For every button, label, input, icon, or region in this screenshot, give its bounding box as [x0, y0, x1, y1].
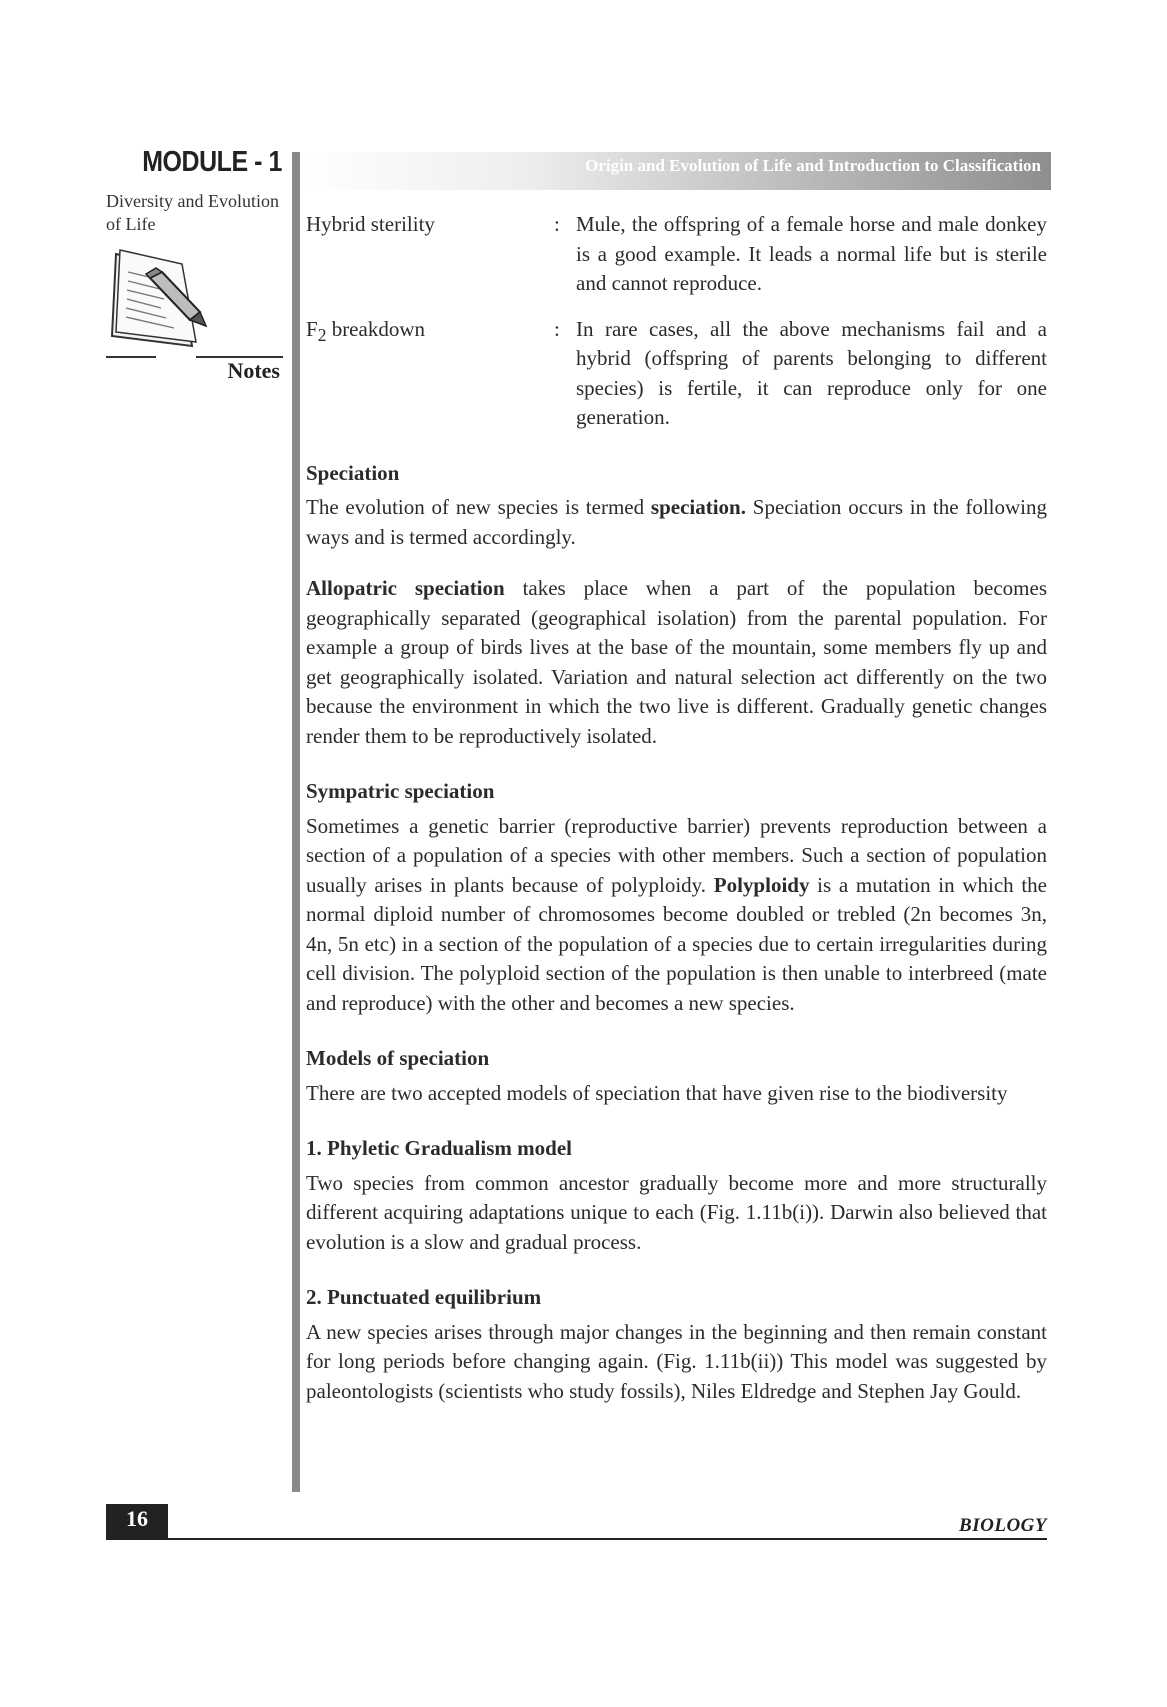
models-paragraph: There are two accepted models of speciation that have given rise to the biodiversity	[306, 1080, 1008, 1105]
main-content	[306, 210, 1047, 1406]
text-run: is a mutation in which the normal diploid number of chromosomes become doubled or trebled (2n becomes 3n, 4n, 5n etc) in a section of the population of a species due to certain irregularities during cell division. The polyploid section of the population is then unable to interbreed (mate and reproduce) with the other and becomes a new species.	[306, 872, 1048, 1015]
definition-colon: :	[554, 316, 560, 341]
module-title: MODULE - 1	[142, 146, 282, 178]
speciation-paragraph	[306, 493, 1047, 552]
sympatric-paragraph	[306, 812, 1047, 1019]
term-subscript: 2	[317, 324, 327, 345]
content-margin-bar	[292, 152, 300, 1492]
definition-term	[306, 315, 554, 433]
bold-term: Polyploidy	[713, 872, 810, 897]
phyletic-heading: 1. Phyletic Gradualism model	[306, 1136, 572, 1160]
phyletic-paragraph: Two species from common ancestor gradually become more and more structurally different acquiring adaptations unique to each (Fig. 1.11b(i)). Darwin also believed that evolution is a slow and gradual process.	[306, 1170, 1047, 1254]
definition-term: Hybrid sterility	[306, 212, 435, 236]
definition-row	[306, 210, 1047, 299]
definition-text: Mule, the offspring of a female horse and male donkey is a good example. It leads a normal life but is sterile and cannot reproduce.	[576, 212, 1047, 295]
module-subtitle: Diversity and Evolution of Life	[106, 191, 279, 234]
definition-colon: :	[554, 212, 560, 236]
bold-term: speciation.	[650, 495, 746, 519]
text-run: The evolution of new species is termed	[306, 495, 651, 519]
sympatric-heading: Sympatric speciation	[306, 779, 495, 803]
punctuated-paragraph: A new species arises through major changes in the beginning and then remain constant for long periods before changing again. (Fig. 1.11b(ii)) This model was suggested by paleontologists (scientists who study fossils), Niles Eldredge and Stephen Jay Gould.	[306, 1319, 1047, 1403]
footer-subject: BIOLOGY	[959, 1515, 1047, 1536]
text-run: takes place when a part of the population becomes geographically separated (geographical isolation) from the parental population. For example a group of birds lives at the base of the mountain, some members fly up and get geographically isolated. Variation and natural selection act differently on the two because the environment in which the two live is different. Gradually genetic changes render them to be reproductively isolated.	[306, 576, 1047, 748]
text-run: Sometimes a genetic barrier (reproductive barrier) prevents reproduction between a section of a population of a species with other members. Such a section of population usually arises in plants because of polyploidy.	[306, 813, 1047, 897]
definition-row	[306, 315, 1047, 433]
chapter-title: Origin and Evolution of Life and Introduction to Classification	[585, 156, 1041, 175]
punctuated-heading: 2. Punctuated equilibrium	[306, 1285, 542, 1309]
footer-rule	[106, 1538, 1047, 1540]
speciation-heading: Speciation	[306, 460, 400, 485]
term-main: F	[306, 316, 318, 341]
notepad-pencil-icon	[106, 246, 216, 356]
text-run: Speciation occurs in the following ways and is termed accordingly.	[306, 495, 1048, 549]
models-heading: Models of speciation	[306, 1046, 490, 1070]
allopatric-paragraph	[306, 574, 1047, 751]
page-number: 16	[126, 1506, 148, 1531]
notes-label: Notes	[227, 358, 280, 383]
notes-divider-left	[106, 356, 156, 358]
term-rest: breakdown	[326, 316, 425, 341]
definition-text: In rare cases, all the above mechanisms fail and a hybrid (offspring of parents belonging to different species) is fertile, it can reproduce only for one generation.	[576, 316, 1047, 429]
bold-term: Allopatric speciation	[306, 576, 505, 600]
